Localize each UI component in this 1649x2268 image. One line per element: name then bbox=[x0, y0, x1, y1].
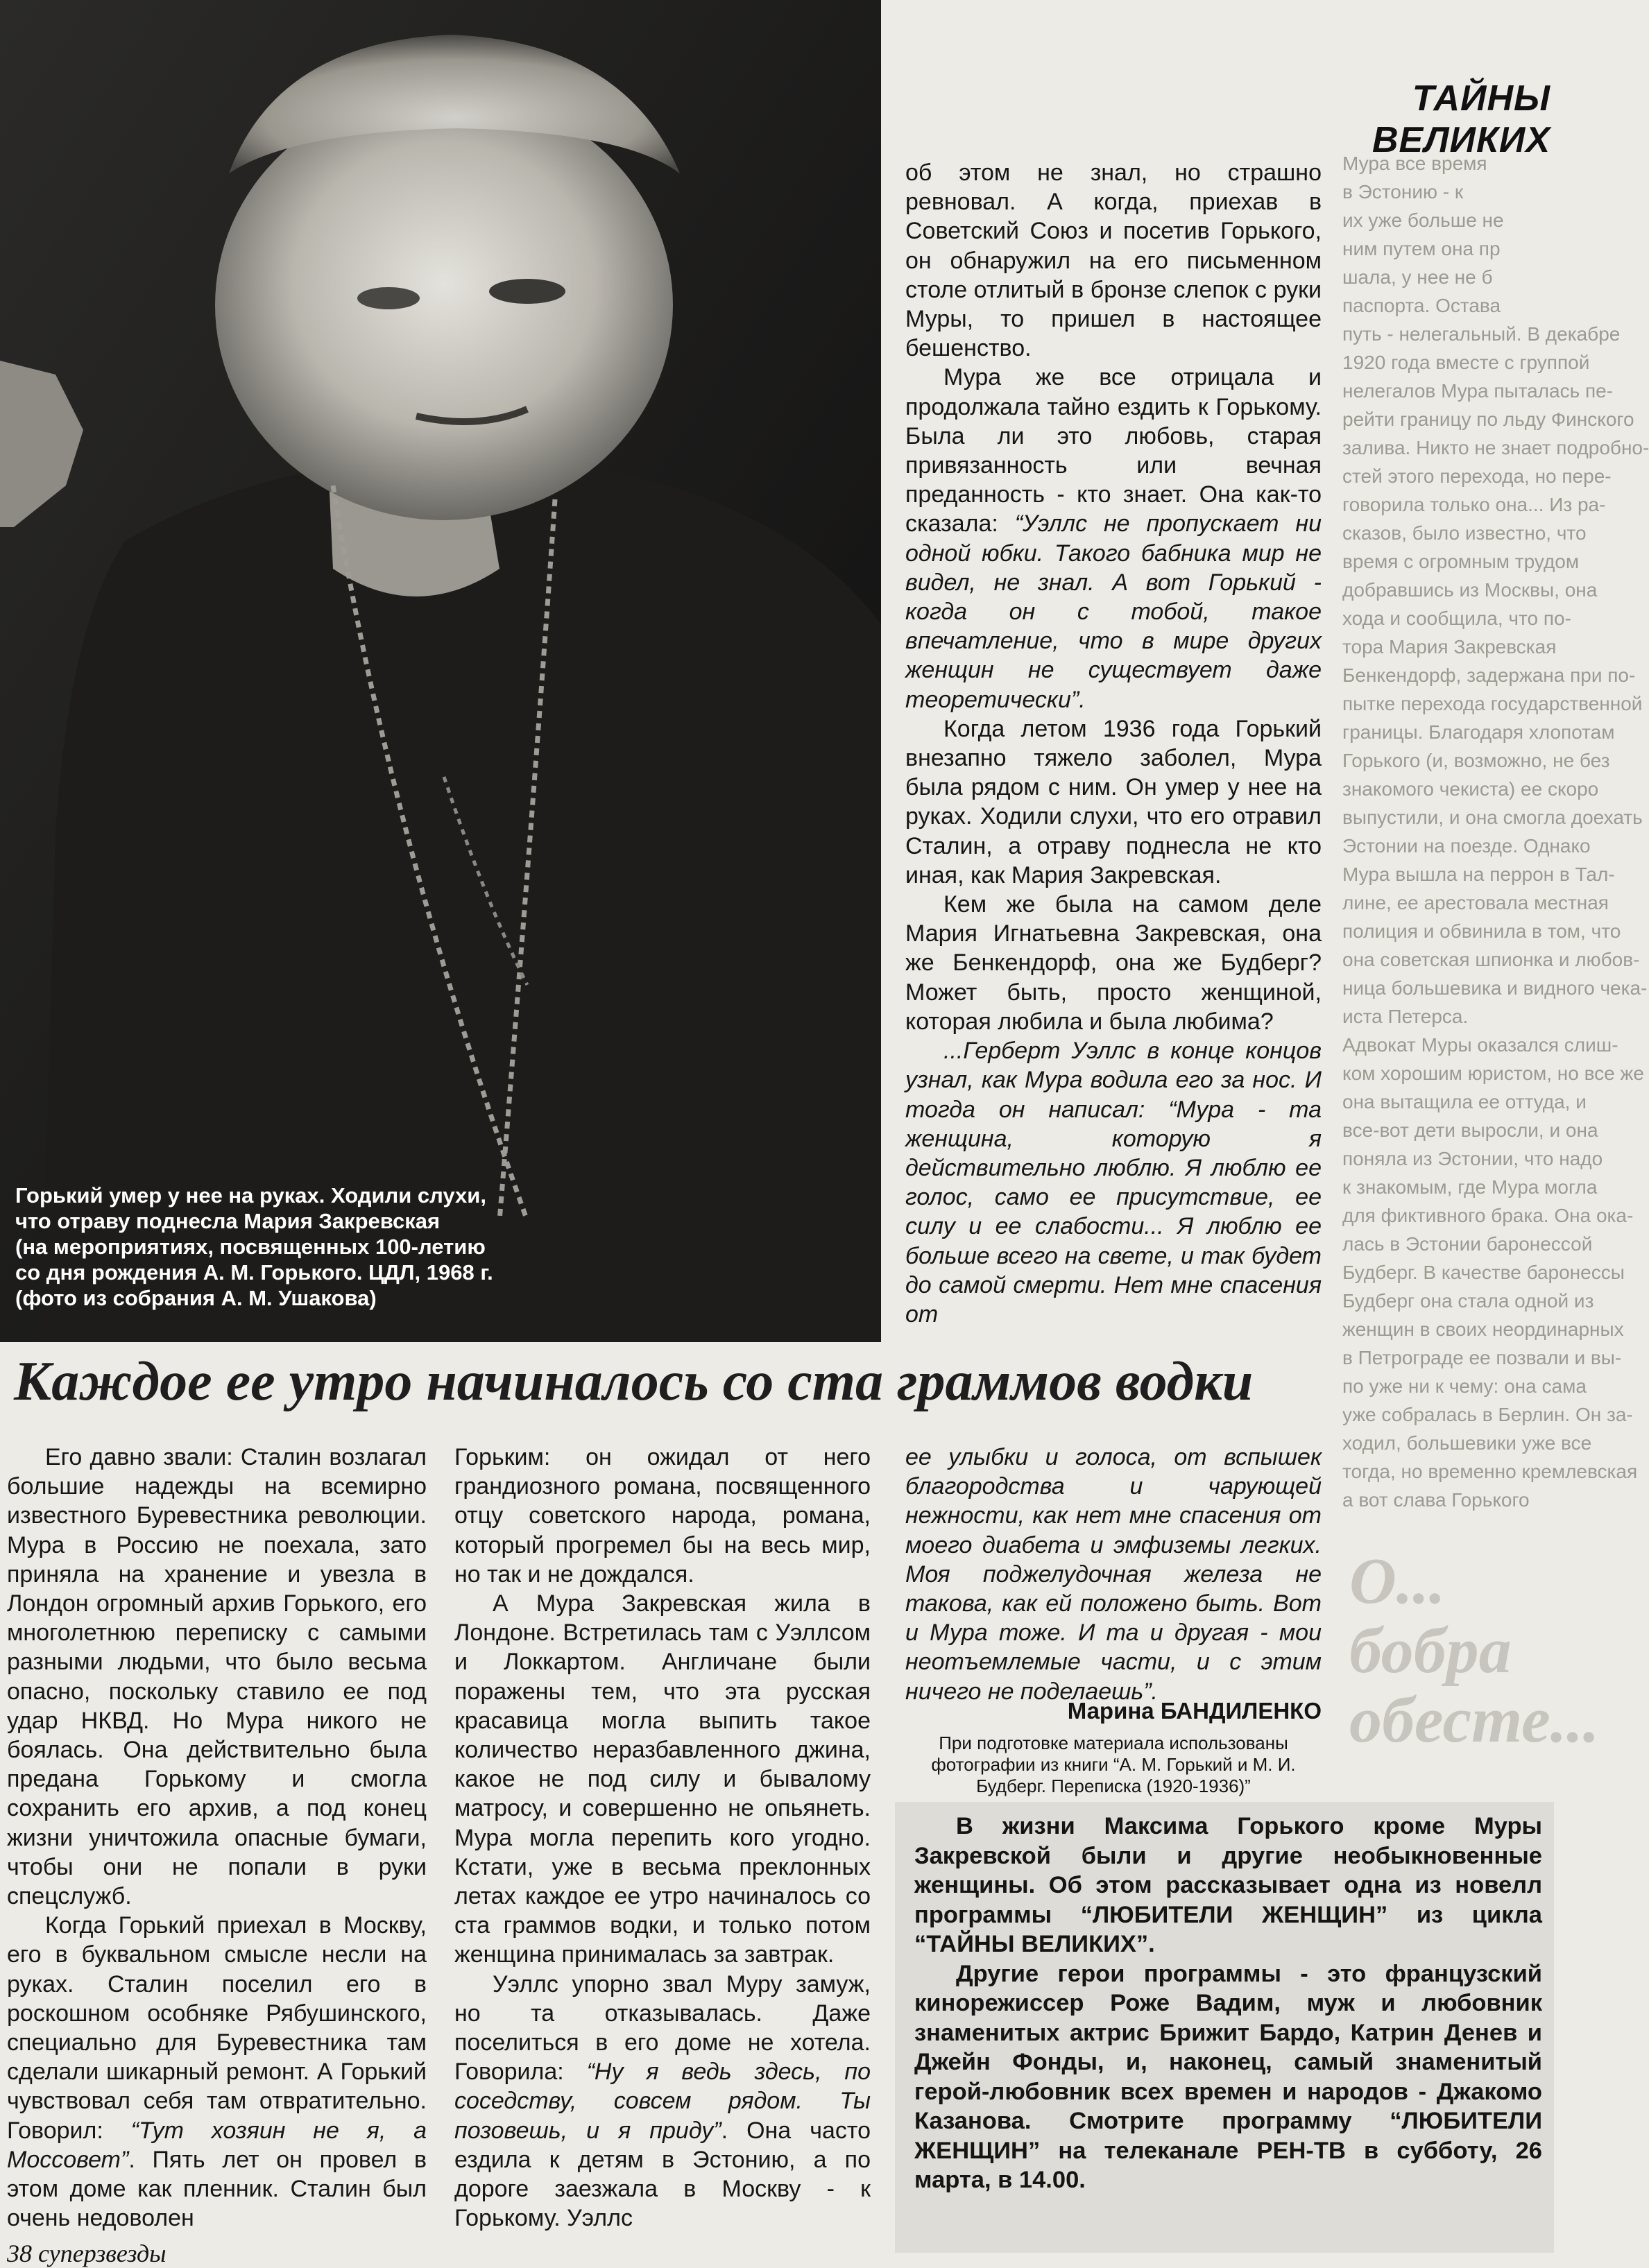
bleed-line: Мура все время bbox=[1342, 153, 1487, 174]
quote: “Тут хозяин не я, а Моссовет” bbox=[7, 2117, 427, 2173]
bleed-line: шала, у нее не б bbox=[1342, 266, 1493, 288]
paragraph: Когда летом 1936 года Горький внезапно тяжело заболел, Мура была рядом с ним. Он умер у нее на руках. Ходили слухи, что его отравил Сталин, а отраву поднесла не кто иная, как Мария Закревская. bbox=[905, 715, 1322, 888]
paragraph-text: . Она часто ездила к детям в Эстонию, а по дороге заезжала в Москву - к Горькому. Уэллс bbox=[454, 2117, 871, 2232]
bleed-line: все-вот дети выросли, и она bbox=[1342, 1119, 1598, 1141]
bleed-line: Горького (и, возможно, не без bbox=[1342, 750, 1610, 771]
bleed-line: их уже больше не bbox=[1342, 209, 1504, 231]
bleed-line: в Эстонию - к bbox=[1342, 181, 1464, 203]
paragraph-text: Когда Горький приехал в Москву, его в буквальном смысле несли на руках. Сталин поселил его в роскошном особняке Рябушинского, специально для Буревестника там сделали шикарный ремонт. А Горький чувствовал себя там отвратительно. Говорил: bbox=[7, 1912, 427, 2144]
paragraph-text: . Пять лет он провел в этом доме как пленник. Сталин был очень недоволен bbox=[7, 2146, 427, 2232]
bleed-line: уже собралась в Берлин. Он за- bbox=[1342, 1404, 1633, 1425]
bleed-line: ним путем она пр bbox=[1342, 238, 1501, 259]
photo-caption-line: что отраву поднесла Мария Закревская bbox=[15, 1209, 441, 1233]
bleed-line: иста Петерса. bbox=[1342, 1006, 1469, 1027]
paragraph: Горьким: он ожидал от него грандиозного романа, посвященного отцу советского народа, романа, который прогремел бы на весь мир, но так и не дождался. bbox=[454, 1444, 871, 1588]
quote-paragraph bbox=[905, 1443, 1322, 1706]
bleed-line: сказов, было известно, что bbox=[1342, 522, 1587, 544]
bleed-line: ком хорошим юристом, но все же bbox=[1342, 1063, 1644, 1084]
bleed-line: 1920 года вместе с группой bbox=[1342, 352, 1590, 373]
promo-paragraph: В жизни Максима Горького кроме Муры Закревской были и другие необыкновенные женщины. Об этом рассказывает одна из новелл программы “ЛЮБИТЕЛИ ЖЕНЩИН” из цикла “ТАЙНЫ ВЕЛИКИХ”. bbox=[914, 1813, 1542, 1957]
bleed-line: тора Мария Закревская bbox=[1342, 636, 1557, 658]
bleed-line: а вот слава Горького bbox=[1342, 1489, 1530, 1511]
quote: ее улыбки и голоса, от вспышек благородства и чарующей нежности, как нет мне спасения от моего диабета и эмфиземы легких. Моя поджелудочная железа не такова, как ей положено быть. Вот и Мура тоже. И та и другая - мои неотъемлемые части, и с этим ничего не поделаешь”. bbox=[905, 1444, 1322, 1705]
bleed-line: Бенкендорф, задержана при по- bbox=[1342, 664, 1636, 686]
quote: “Уэллс не пропускает ни одной юбки. Такого бабника мир не видел, не знал. А вот Горький - когда он с тобой, такое впечатление, что в мире других женщин не существует даже теоретически”. bbox=[905, 510, 1322, 713]
paragraph: об этом не знал, но страшно ревновал. А когда, приехав в Советский Союз и посетив Горького, он обнаружил на его письменном столе отлитый в бронзе слепок с руки Муры, то пришел в настоящее бешенство. bbox=[905, 160, 1322, 362]
bleed-line: Будберг она стала одной из bbox=[1342, 1290, 1594, 1312]
bleed-line: знакомого чекиста) ее скоро bbox=[1342, 778, 1599, 800]
bleed-line: поняла из Эстонии, что надо bbox=[1342, 1148, 1603, 1169]
article-column-2 bbox=[454, 1443, 871, 2233]
photo-caption bbox=[15, 1183, 598, 1311]
bleed-line: хода и сообщила, что по- bbox=[1342, 608, 1571, 629]
article-column-top bbox=[905, 158, 1322, 1329]
bleed-line: она вытащила ее оттуда, и bbox=[1342, 1091, 1587, 1112]
photo-caption-line: (фото из собрания А. М. Ушакова) bbox=[15, 1286, 377, 1310]
bleed-line: к знакомым, где Мура могла bbox=[1342, 1176, 1598, 1198]
bleed-line: пытке перехода государственной bbox=[1342, 693, 1643, 714]
portrait-photo-image bbox=[0, 0, 881, 1342]
paragraph bbox=[905, 363, 1322, 714]
bleed-line: говорила только она... Из ра- bbox=[1342, 494, 1606, 515]
article-column-3 bbox=[905, 1443, 1322, 1706]
bleed-line: Мура вышла на перрон в Тал- bbox=[1342, 864, 1615, 885]
bleed-line: лась в Эстонии баронессой bbox=[1342, 1233, 1593, 1255]
portrait-photo bbox=[0, 0, 881, 1342]
author-byline: Марина БАНДИЛЕНКО bbox=[1067, 1698, 1322, 1724]
bleed-line: ходил, большевики уже все bbox=[1342, 1432, 1592, 1454]
quote-paragraph bbox=[905, 1036, 1322, 1329]
bleed-line: залива. Никто не знает подробно- bbox=[1342, 437, 1649, 458]
bleed-line: границы. Благодаря хлопотам bbox=[1342, 721, 1615, 743]
paragraph bbox=[7, 1911, 427, 2233]
bleed-line: стей этого перехода, но пере- bbox=[1342, 465, 1612, 487]
bleed-line: полиция и обвинила в том, что bbox=[1342, 920, 1621, 942]
bleed-line: нелегалов Мура пыталась пе- bbox=[1342, 380, 1614, 402]
headline: Каждое ее утро начиналось со ста граммов водки bbox=[14, 1351, 1254, 1412]
bleed-line: добравшись из Москвы, она bbox=[1342, 579, 1598, 601]
photo-caption-line: Горький умер у нее на руках. Ходили слухи, bbox=[15, 1183, 486, 1208]
article-column-1 bbox=[7, 1443, 427, 2233]
bleed-line: тогда, но временно кремлевская bbox=[1342, 1461, 1638, 1482]
bleed-line: путь - нелегальный. В декабре bbox=[1342, 323, 1621, 345]
bleed-line: для фиктивного брака. Она ока- bbox=[1342, 1205, 1634, 1226]
bleed-line: выпустили, и она смогла доехать bbox=[1342, 807, 1643, 828]
paragraph-text: Мура же все отрицала и продолжала тайно ездить к Горькому. Была ли это любовь, старая привязанность или вечная преданность - кто знает. Она как-то сказала: bbox=[905, 364, 1322, 538]
bleed-line: паспорта. Остава bbox=[1342, 295, 1501, 316]
page-footer: 38 суперзвезды bbox=[7, 2240, 166, 2267]
promo-paragraph: Другие герои программы - это французский кинорежиссер Роже Вадим, муж и любовник знаменитых актрис Брижит Бардо, Катрин Денев и Джейн Фонды, и, наконец, самый знаменитый герой-любовник всех времен и народов - Джакомо Казанова. Смотрите программу “ЛЮБИТЕЛИ ЖЕНЩИН” на телеканале РЕН-ТВ в субботу, 26 марта, в 14.00. bbox=[914, 1960, 1542, 2193]
source-note: При подготовке материала использованы фотографии из книги “А. М. Горький и М. И. Будберг. Переписка (1920-1936)” bbox=[931, 1733, 1296, 1796]
bleed-line: ница большевика и видного чека- bbox=[1342, 977, 1648, 999]
bleed-through-title: О... бобра обесте... bbox=[1349, 1545, 1600, 1756]
bleed-line: по уже ни к чему: она сама bbox=[1342, 1375, 1587, 1397]
paragraph bbox=[454, 1970, 871, 2233]
bleed-line: Эстонии на поезде. Однако bbox=[1342, 835, 1591, 857]
paragraph: Кем же была на самом деле Мария Игнатьевна Закревская, она же Бенкендорф, она же Будберг? Может быть, просто женщиной, которая любила и была любима? bbox=[905, 891, 1322, 1035]
section-header: ТАЙНЫ ВЕЛИКИХ bbox=[1372, 78, 1550, 160]
bleed-line: рейти границу по льду Финского bbox=[1342, 409, 1634, 430]
quote: “Ну я ведь здесь, по соседству, совсем рядом. Ты позовешь, и я приду” bbox=[454, 2059, 871, 2144]
paragraph: А Мура Закревская жила в Лондоне. Встретилась там с Уэллсом и Локкартом. Англичане были поражены тем, что эта русская красавица могла выпить такое количество неразбавленного джина, какое не под силу и бывалому матросу, и совершенно не опьянеть. Мура могла перепить кого угодно. Кстати, уже в весьма преклонных летах каждое ее утро начиналось со ста граммов водки, и только потом женщина принималась за завтрак. bbox=[454, 1590, 871, 1968]
bleed-line: Будберг. В качестве баронессы bbox=[1342, 1262, 1625, 1283]
bleed-line: в Петрограде ее позвали и вы- bbox=[1342, 1347, 1622, 1368]
bleed-line: женщин в своих неординарных bbox=[1342, 1318, 1624, 1340]
paragraph-text: Уэллс упорно звал Муру замуж, но та отказывалась. Даже поселиться в его доме не хотела. Говорила: bbox=[454, 1970, 871, 2086]
promo-text bbox=[914, 1812, 1542, 2195]
quote: ...Герберт Уэллс в конце концов узнал, как Мура водила его за нос. И тогда он написал: “Мура - та женщина, которую я действительно люблю. Я люблю ее голос, само ее присутствие, ее силу и ее слабости... Я люблю ее больше всего на свете, и так будет до самой смерти. Нет мне спасения от bbox=[905, 1038, 1322, 1328]
bleed-line: лине, ее арестовала местная bbox=[1342, 892, 1609, 913]
photo-caption-line: со дня рождения А. М. Горького. ЦДЛ, 1968 г. bbox=[15, 1260, 493, 1285]
paragraph: Его давно звали: Сталин возлагал большие надежды на всемирно известного Буревестника революции. Мура в Россию не поехала, зато приняла на хранение и увезла в Лондон огромный архив Горького, его многолетнюю переписку с самыми разными людьми, что было весьма опасно, поскольку ставило ее под удар НКВД. Но Мура никого не боялась. Она действительно была предана Горькому и смогла сохранить его архив, а под конец жизни уничтожила опасные бумаги, чтобы они не попали в руки спецслужб. bbox=[7, 1444, 427, 1910]
bleed-line: время с огромным трудом bbox=[1342, 551, 1580, 572]
photo-caption-line: (на мероприятиях, посвященных 100-летию bbox=[15, 1235, 486, 1259]
bleed-line: Адвокат Муры оказался слиш- bbox=[1342, 1034, 1618, 1056]
bleed-line: она советская шпионка и любов- bbox=[1342, 949, 1640, 970]
